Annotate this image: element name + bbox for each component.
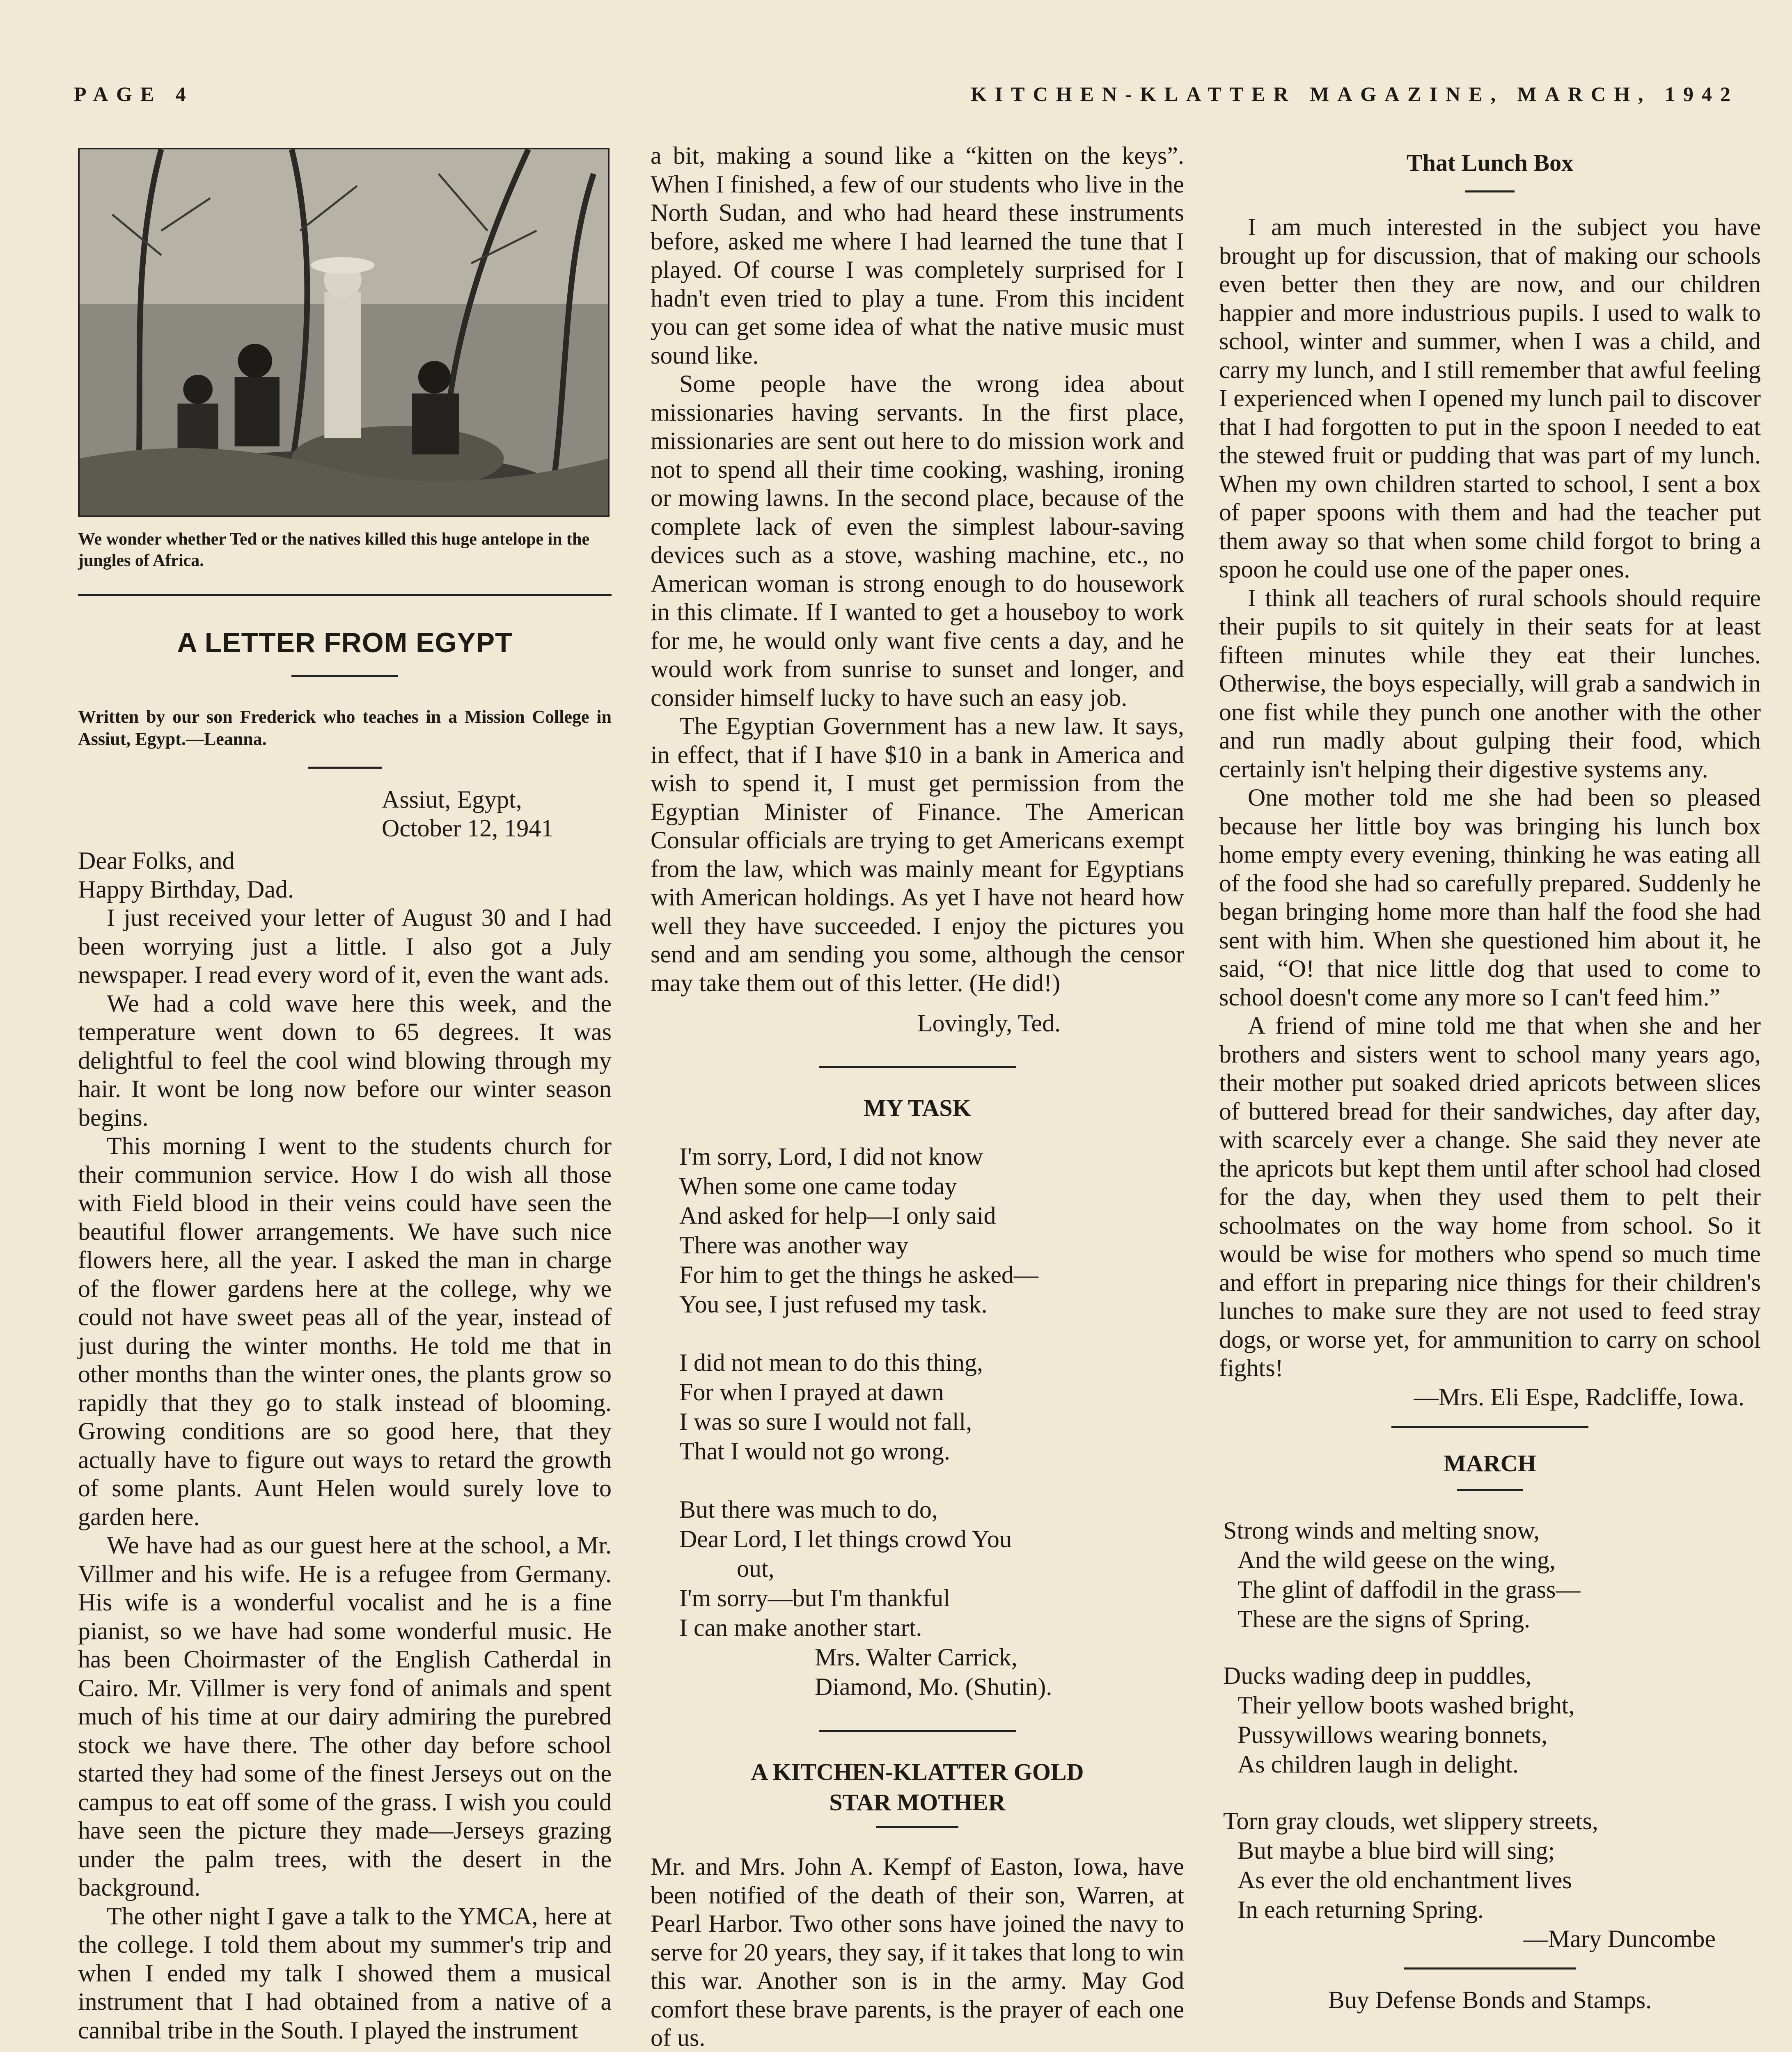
poem-stanza	[679, 1348, 1184, 1466]
gold-star-text: Mr. and Mrs. John A. Kempf of Easton, Iowa, have been notified of the death of their son, Warren, at Pearl Harbor. Two other sons have joined the navy to serve for 20 years, they say, if it takes that long to win this war. Another son is in the army. May God comfort these brave parents, is the prayer of each one of us.	[651, 1853, 1184, 2051]
march-title: MARCH	[1444, 1450, 1536, 1477]
divider	[876, 1826, 958, 1828]
poem-stanza	[1223, 1516, 1761, 1634]
page-number: PAGE 4	[74, 82, 194, 105]
poem-author: Mrs. Walter Carrick,	[815, 1644, 1017, 1671]
poem-stanza	[1223, 1806, 1761, 1924]
masthead: KITCHEN-KLATTER MAGAZINE, MARCH, 1942	[970, 82, 1739, 105]
poem-line: I did not mean to do this thing,	[679, 1349, 983, 1376]
divider	[291, 675, 398, 677]
gold-star-body	[651, 1853, 1184, 2052]
column-2	[651, 142, 1184, 2052]
gold-star-title-line-1: A KITCHEN-KLATTER GOLD	[751, 1759, 1084, 1785]
poem-line: But there was much to do,	[679, 1496, 938, 1523]
poem-line: That I would not go wrong.	[679, 1438, 950, 1465]
letter-paragraph: The Egyptian Government has a new law. It says, in effect, that if I have $10 in a bank in America and wish to spend it, I must get permission from the Egyptian Minister of Finance. The American Consular officials are trying to get Americans exempt from the law, which was mainly meant for Egyptians with American holdings. As yet I have not heard how well they have succeeded. I enjoy the pictures you send and am sending you some, although the censor may take them out of this letter. (He did!)	[651, 712, 1184, 996]
letter-title: A LETTER FROM EGYPT	[177, 627, 513, 658]
letter-paragraph: We had a cold wave here this week, and the temperature went down to 65 degrees. It was delightful to feel the cool wind blowing through my hair. It wont be long now before our winter season begins.	[78, 989, 612, 1131]
lunch-box-paragraph: One mother told me she had been so pleased because her little boy was bringing his lunch box home empty every evening, thinking he was eating all of the food she had so carefully prepared. Suddenly he began bringing home more than half the food she had sent with him. When she questioned him about it, he said, “O! that nice little dog that used to come to school doesn't come any more so I can't feed him.”	[1219, 784, 1761, 1011]
divider	[78, 594, 612, 596]
jungle-scene-image	[80, 149, 608, 515]
letter-paragraph: I just received your letter of August 30 and I had been worrying just a little. I also got a July newspaper. I read every word of it, even the want ads.	[78, 904, 612, 988]
gold-star-title	[651, 1757, 1184, 1818]
lunch-box-paragraph: I am much interested in the subject you have brought up for discussion, that of making our schools even better then they are now, and our children happier and more industrious pupils. I used to walk to school, winter and summer, when I was a child, and carry my lunch, and I still remember that awful feeling I experienced when I opened my lunch pail to discover that I had forgotten to put in the spoon I needed to eat the stewed fruit or pudding that was part of my lunch. When my own children started to school, I sent a box of paper spoons with them and had the teacher put them away so that when some child forgot to bring a spoon he could use one of the paper ones.	[1219, 213, 1761, 583]
lunch-box-body	[1219, 213, 1761, 1383]
antelope-photo	[78, 148, 610, 517]
poem-line: Strong winds and melting snow,	[1223, 1516, 1540, 1544]
poem-line: These are the signs of Spring.	[1237, 1605, 1531, 1633]
divider	[1465, 190, 1515, 192]
lunch-box-author: —Mrs. Eli Espe, Radcliffe, Iowa.	[1414, 1383, 1744, 1411]
column-3	[1219, 142, 1761, 2014]
letter-intro: Written by our son Frederick who teaches in a Mission College in Assiut, Egypt.—Leanna.	[78, 707, 612, 749]
poem-line: And asked for help—I only said	[679, 1202, 996, 1229]
letter-signoff: Lovingly, Ted.	[917, 1010, 1061, 1037]
letter-paragraph: This morning I went to the students church for their communion service. How I do wish all those with Field blood in their veins could have seen the beautiful flower arrangements. We have such nice flowers here, all the year. I asked the man in charge of the flower gardens here at the college, why we could not have sweet peas all of the year, instead of just during the winter months. He told me that in other months than the winter ones, the plants grow so rapidly that they go to stalk instead of blooming. Growing conditions are so good here, that they actually have to figure out ways to retard the growth of some plants. Aunt Helen would surely love to garden here.	[78, 1132, 612, 1530]
page-header	[74, 82, 1739, 115]
letter-paragraph: We have had as our guest here at the school, a Mr. Villmer and his wife. He is a refugee from Germany. His wife is a wonderful vocalist and he is a fine pianist, so we have had some wonderful music. He has been Choirmaster of the English Catherdal in Cairo. Mr. Villmer is very fond of animals and spent much of his time at our dairy admiring the purebred stock we have there. The other day before school started they had some of the finest Jerseys out on the campus to eat off some of the grass. I wish you could have seen the picture they made—Jerseys grazing under the palm trees, with the desert in the background.	[78, 1532, 612, 1901]
poem-line: out,	[737, 1555, 775, 1582]
poem-line: Ducks wading deep in puddles,	[1223, 1662, 1532, 1689]
poem-line: I was so sure I would not fall,	[679, 1408, 972, 1435]
march-author: —Mary Duncombe	[1523, 1925, 1716, 1952]
letter-paragraph: The other night I gave a talk to the YMCA, here at the college. I told them about my summer's trip and when I ended my talk I showed them a musical instrument that I had obtained from a native of a cannibal tribe in the South. I played the instrument	[78, 1902, 612, 2044]
poem-line: As children laugh in delight.	[1237, 1750, 1519, 1778]
letter-paragraph: a bit, making a sound like a “kitten on the keys”. When I finished, a few of our students who live in the North Sudan, and who had heard these instruments before, asked me where I had learned the tune that I played. Of course I was completely surprised for I hadn't even tried to play a tune. From this incident you can get some idea of what the native music must sound like.	[651, 142, 1184, 369]
divider	[1391, 1426, 1588, 1428]
divider	[819, 1066, 1016, 1068]
poem-line: Dear Lord, I let things crowd You	[679, 1525, 1012, 1553]
poem-line: I'm sorry—but I'm thankful	[679, 1585, 950, 1612]
divider	[819, 1730, 1016, 1732]
poem-line: In each returning Spring.	[1237, 1896, 1484, 1923]
letter-date: October 12, 1941	[382, 815, 554, 842]
gold-star-title-line-2: STAR MOTHER	[829, 1789, 1006, 1816]
my-task-title: MY TASK	[864, 1095, 971, 1121]
divider	[1457, 1489, 1523, 1491]
march-poem	[1223, 1516, 1761, 1924]
poem-line: I can make another start.	[679, 1614, 922, 1641]
poem-line: There was another way	[679, 1232, 909, 1259]
poem-line: But maybe a blue bird will sing;	[1237, 1837, 1555, 1864]
poem-line: For when I prayed at dawn	[679, 1379, 944, 1406]
photo-caption: We wonder whether Ted or the natives killed this huge antelope in the jungles of Africa.	[78, 530, 590, 570]
letter-salutation-2: Happy Birthday, Dad.	[78, 875, 294, 903]
lunch-box-title: That Lunch Box	[1406, 149, 1574, 176]
column-1	[78, 142, 612, 2045]
poem-line: I'm sorry, Lord, I did not know	[679, 1143, 983, 1170]
poem-stanza	[679, 1495, 1184, 1702]
poem-line: You see, I just refused my task.	[679, 1291, 988, 1318]
letter-place: Assiut, Egypt,	[382, 786, 522, 813]
poem-line: When some one came today	[679, 1173, 957, 1200]
poem-line: As ever the old enchantment lives	[1237, 1866, 1572, 1894]
lunch-box-paragraph: A friend of mine told me that when she and her brothers and sisters went to school many years ago, their mother put soaked dried apricots between slices of buttered bread for their sandwiches, day after day, with scarcely ever a change. She said they never ate the apricots but kept them until after school had closed for the day, when they used them to pelt their schoolmates on the way home from school. So it would be wise for mothers who spend so much time and effort in preparing nice things for their children's lunches to make sure they are not used to feed stray dogs, or worse yet, for ammunition to carry on school fights!	[1219, 1012, 1761, 1381]
my-task-poem	[679, 1142, 1184, 1702]
poem-line: Torn gray clouds, wet slippery streets,	[1223, 1807, 1598, 1834]
poem-line: Their yellow boots washed bright,	[1237, 1691, 1575, 1719]
divider	[308, 767, 382, 769]
lunch-box-paragraph: I think all teachers of rural schools should require their pupils to sit quitely in their seats for at least fifteen minutes while they eat their lunches. Otherwise, the boys especially, will grab a sandwich in one fist while they punch one another with the other and run madly about gulping their food, which certainly isn't helping their digestive systems any.	[1219, 584, 1761, 783]
letter-body	[78, 847, 612, 2045]
letter-dateline	[382, 785, 612, 843]
poem-line: Pussywillows wearing bonnets,	[1237, 1721, 1547, 1748]
poem-stanza	[679, 1142, 1184, 1319]
poem-author-place: Diamond, Mo. (Shutin).	[815, 1673, 1052, 1700]
letter-continued	[651, 142, 1184, 997]
poem-stanza	[1223, 1661, 1761, 1779]
letter-paragraph: Some people have the wrong idea about missionaries having servants. In the first place, missionaries are sent out here to do mission work and not to spend all their time cooking, washing, ironing or mowing lawns. In the second place, because of the complete lack of even the simplest labour-saving devices such as a stove, washing machine, etc., no American woman is strong enough to do housework in this climate. If I wanted to get a houseboy to work for me, he would only want five cents a day, and he would work from sunrise to sunset and longer, and consider himself lucky to have such an easy job.	[651, 370, 1184, 711]
defense-bonds-footer: Buy Defense Bonds and Stamps.	[1328, 1986, 1652, 2013]
divider	[1404, 1967, 1576, 1970]
poem-line: The glint of daffodil in the grass—	[1237, 1576, 1581, 1603]
poem-line: For him to get the things he asked—	[679, 1261, 1038, 1288]
poem-line: And the wild geese on the wing,	[1237, 1546, 1556, 1573]
letter-salutation: Dear Folks, and	[78, 847, 235, 874]
